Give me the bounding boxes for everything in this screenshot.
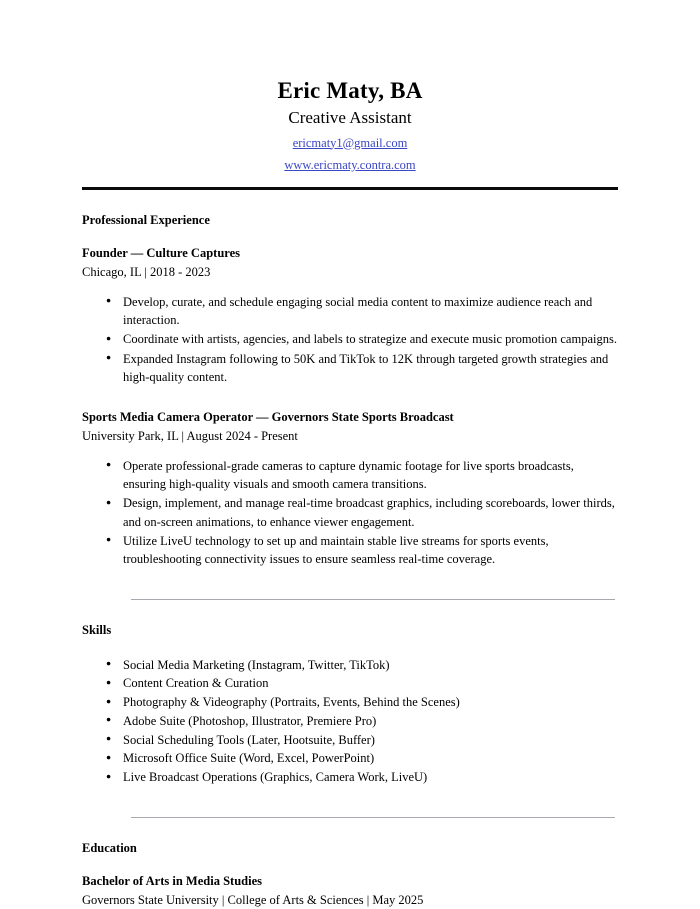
skills-section [0, 600, 700, 787]
experience-meta: Chicago, IL | 2018 - 2023 [82, 264, 211, 279]
section-divider-education [131, 817, 615, 818]
education-meta: Governors State University | College of Arts & Sciences | May 2025 [82, 892, 424, 907]
experience-entry-0 [82, 245, 618, 386]
list-item: ● Content Creation & Curation [82, 674, 618, 693]
skills-list [82, 656, 618, 787]
experience-bullet-list [82, 457, 618, 569]
list-item: ● Social Scheduling Tools (Later, Hootsuite, Buffer) [82, 731, 618, 750]
list-item: ● Utilize LiveU technology to set up and maintain stable live streams for sports events, troubleshooting connectivity issues to ensure seamless real-time coverage. [82, 532, 618, 569]
list-item: ● Operate professional-grade cameras to capture dynamic footage for live sports broadcasts, ensuring high-quality visuals and smooth camera transitions. [82, 457, 618, 494]
experience-title: Sports Media Camera Operator — Governors State Sports Broadcast [82, 410, 454, 425]
list-item: ● Expanded Instagram following to 50K and TikTok to 12K through targeted growth strategies and high-quality content. [82, 350, 618, 387]
section-heading-experience: Professional Experience [82, 212, 210, 227]
contact-email-line [0, 134, 700, 152]
list-item: ● Coordinate with artists, agencies, and labels to strategize and execute music promotion campaigns. [82, 330, 618, 348]
list-item: ● Develop, curate, and schedule engaging social media content to maximize audience reach and interaction. [82, 293, 618, 330]
experience-title: Founder — Culture Captures [82, 246, 241, 261]
list-item: ● Adobe Suite (Photoshop, Illustrator, Premiere Pro) [82, 712, 618, 731]
list-item: ● Design, implement, and manage real-time broadcast graphics, including scoreboards, lower thirds, and on-screen animations, to enhance viewer engagement. [82, 494, 618, 531]
experience-meta: University Park, IL | August 2024 - Present [82, 428, 298, 443]
education-degree: Bachelor of Arts in Media Studies [82, 874, 262, 889]
experience-bullet-list [82, 293, 618, 386]
section-heading-skills: Skills [82, 623, 112, 638]
experience-entry-1 [82, 409, 618, 568]
resume-header [0, 0, 700, 174]
candidate-job-title: Creative Assistant [288, 108, 412, 128]
education-section [0, 818, 700, 909]
list-item: ● Microsoft Office Suite (Word, Excel, PowerPoint) [82, 749, 618, 768]
resume-body [0, 190, 700, 569]
email-link[interactable]: ericmaty1@gmail.com [292, 135, 408, 150]
list-item: ● Social Media Marketing (Instagram, Twitter, TikTok) [82, 656, 618, 675]
section-heading-education: Education [82, 840, 137, 855]
list-item: ● Live Broadcast Operations (Graphics, Camera Work, LiveU) [82, 768, 618, 787]
website-link[interactable]: www.ericmaty.contra.com [284, 157, 416, 172]
candidate-name: Eric Maty, BA [277, 78, 423, 103]
section-divider-skills [131, 599, 615, 600]
header-divider-rule [82, 187, 618, 190]
education-entry-0 [82, 873, 618, 909]
list-item: ● Photography & Videography (Portraits, Events, Behind the Scenes) [82, 693, 618, 712]
contact-website-line [0, 156, 700, 174]
